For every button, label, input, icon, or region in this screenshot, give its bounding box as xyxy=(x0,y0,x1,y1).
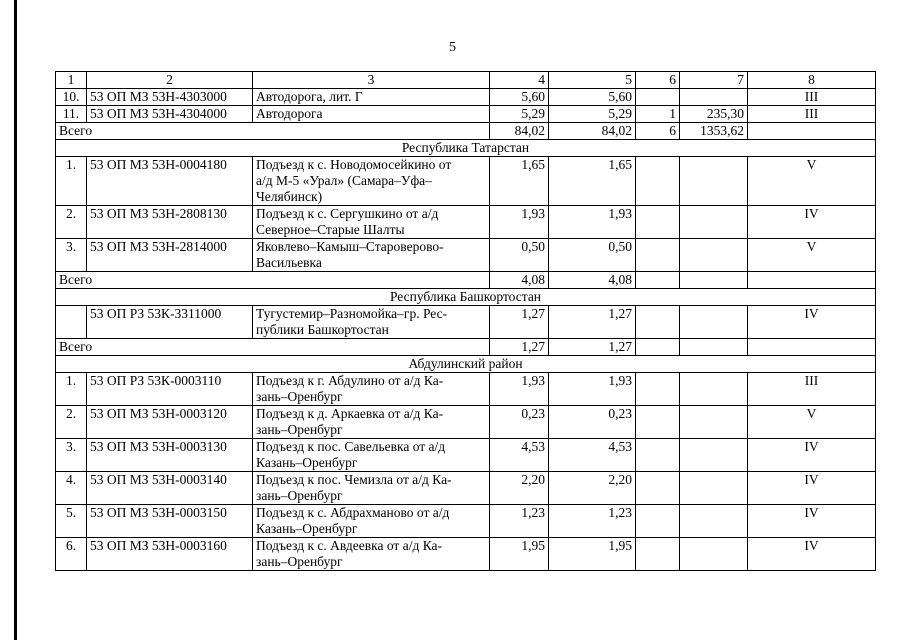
total-bridge-length: 1353,62 xyxy=(680,123,748,140)
row-number xyxy=(56,306,87,339)
region-row xyxy=(56,289,876,306)
table-row xyxy=(56,406,876,439)
region-row xyxy=(56,140,876,157)
bridge-count: 1 xyxy=(636,106,680,123)
road-code: 53 ОП МЗ 53Н-4304000 xyxy=(87,106,253,123)
empty-cell xyxy=(680,272,748,289)
empty-cell xyxy=(636,239,680,272)
empty-cell xyxy=(636,538,680,571)
length-total: 0,23 xyxy=(490,406,549,439)
road-category: III xyxy=(748,106,876,123)
table-row xyxy=(56,157,876,206)
header-cell: 5 xyxy=(549,72,636,89)
road-code: 53 ОП МЗ 53Н-0003130 xyxy=(87,439,253,472)
road-code: 53 ОП МЗ 53Н-0003120 xyxy=(87,406,253,439)
length-total: 1,27 xyxy=(490,306,549,339)
road-code: 53 ОП МЗ 53Н-4303000 xyxy=(87,89,253,106)
table-row xyxy=(56,505,876,538)
row-number: 5. xyxy=(56,505,87,538)
table-row xyxy=(56,239,876,272)
road-name: Тугустемир–Разномойка–гр. Рес- публики Башкортостан xyxy=(253,306,490,339)
empty-cell xyxy=(636,272,680,289)
table-row xyxy=(56,106,876,123)
total-paved: 4,08 xyxy=(549,272,636,289)
empty-cell xyxy=(636,472,680,505)
row-number: 3. xyxy=(56,239,87,272)
row-number: 10. xyxy=(56,89,87,106)
empty-cell xyxy=(680,505,748,538)
table-row xyxy=(56,206,876,239)
header-cell: 6 xyxy=(636,72,680,89)
length-paved: 1,65 xyxy=(549,157,636,206)
total-row xyxy=(56,339,876,356)
length-paved: 5,60 xyxy=(549,89,636,106)
road-category: IV xyxy=(748,472,876,505)
road-category: III xyxy=(748,89,876,106)
length-paved: 1,23 xyxy=(549,505,636,538)
road-code: 53 ОП МЗ 53Н-0003160 xyxy=(87,538,253,571)
road-code: 53 ОП МЗ 53Н-2808130 xyxy=(87,206,253,239)
total-paved: 1,27 xyxy=(549,339,636,356)
row-number: 6. xyxy=(56,538,87,571)
length-total: 1,95 xyxy=(490,538,549,571)
road-category: IV xyxy=(748,439,876,472)
header-cell: 1 xyxy=(56,72,87,89)
empty-cell xyxy=(636,406,680,439)
total-row xyxy=(56,272,876,289)
row-number: 3. xyxy=(56,439,87,472)
row-number: 4. xyxy=(56,472,87,505)
empty-cell xyxy=(748,339,876,356)
header-cell: 7 xyxy=(680,72,748,89)
road-code: 53 ОП МЗ 53Н-0003140 xyxy=(87,472,253,505)
bridge-length xyxy=(680,89,748,106)
row-number: 1. xyxy=(56,373,87,406)
length-total: 1,65 xyxy=(490,157,549,206)
total-label: Всего xyxy=(56,123,490,140)
empty-cell xyxy=(748,123,876,140)
road-category: V xyxy=(748,239,876,272)
region-title: Абдулинский район xyxy=(56,356,876,373)
length-total: 5,60 xyxy=(490,89,549,106)
road-category: IV xyxy=(748,206,876,239)
total-paved: 84,02 xyxy=(549,123,636,140)
road-name: Подъезд к г. Абдулино от а/д Ка- зань–Оренбург xyxy=(253,373,490,406)
table-row xyxy=(56,373,876,406)
row-number: 11. xyxy=(56,106,87,123)
header-row xyxy=(56,72,876,89)
empty-cell xyxy=(680,406,748,439)
road-code: 53 ОП МЗ 53Н-0003150 xyxy=(87,505,253,538)
road-name: Подъезд к д. Аркаевка от а/д Ка- зань–Оренбург xyxy=(253,406,490,439)
road-category: IV xyxy=(748,538,876,571)
length-paved: 1,93 xyxy=(549,206,636,239)
road-category: IV xyxy=(748,505,876,538)
length-total: 1,23 xyxy=(490,505,549,538)
road-name: Яковлево–Камыш–Староверово- Васильевка xyxy=(253,239,490,272)
table-row xyxy=(56,472,876,505)
road-category: V xyxy=(748,406,876,439)
empty-cell xyxy=(636,373,680,406)
empty-cell xyxy=(748,272,876,289)
row-number: 2. xyxy=(56,206,87,239)
length-paved: 0,23 xyxy=(549,406,636,439)
empty-cell xyxy=(636,306,680,339)
road-name: Автодорога xyxy=(253,106,490,123)
empty-cell xyxy=(680,157,748,206)
binding-edge-bar xyxy=(14,0,17,640)
total-bridge-count: 6 xyxy=(636,123,680,140)
row-number: 2. xyxy=(56,406,87,439)
road-name: Автодорога, лит. Г xyxy=(253,89,490,106)
header-cell: 2 xyxy=(87,72,253,89)
length-total: 2,20 xyxy=(490,472,549,505)
road-name: Подъезд к пос. Чемизла от а/д Ка- зань–Оренбург xyxy=(253,472,490,505)
empty-cell xyxy=(680,439,748,472)
empty-cell xyxy=(636,157,680,206)
empty-cell xyxy=(680,239,748,272)
road-name: Подъезд к с. Абдрахманово от а/д Казань–Оренбург xyxy=(253,505,490,538)
empty-cell xyxy=(680,472,748,505)
length-total: 0,50 xyxy=(490,239,549,272)
total-label: Всего xyxy=(56,272,490,289)
empty-cell xyxy=(636,339,680,356)
table-row xyxy=(56,89,876,106)
table-row xyxy=(56,306,876,339)
header-cell: 4 xyxy=(490,72,549,89)
length-paved: 5,29 xyxy=(549,106,636,123)
row-number: 1. xyxy=(56,157,87,206)
road-name: Подъезд к пос. Савельевка от а/д Казань–Оренбург xyxy=(253,439,490,472)
road-code: 53 ОП МЗ 53Н-0004180 xyxy=(87,157,253,206)
total-length: 84,02 xyxy=(490,123,549,140)
road-category: III xyxy=(748,373,876,406)
bridge-count xyxy=(636,89,680,106)
length-total: 1,93 xyxy=(490,206,549,239)
table-row xyxy=(56,439,876,472)
roads-table xyxy=(55,71,876,571)
total-length: 4,08 xyxy=(490,272,549,289)
empty-cell xyxy=(680,373,748,406)
length-paved: 1,95 xyxy=(549,538,636,571)
length-total: 4,53 xyxy=(490,439,549,472)
length-total: 1,93 xyxy=(490,373,549,406)
length-paved: 2,20 xyxy=(549,472,636,505)
total-length: 1,27 xyxy=(490,339,549,356)
empty-cell xyxy=(636,505,680,538)
total-row xyxy=(56,123,876,140)
road-name: Подъезд к с. Авдеевка от а/д Ка- зань–Оренбург xyxy=(253,538,490,571)
length-paved: 1,27 xyxy=(549,306,636,339)
region-title: Республика Татарстан xyxy=(56,140,876,157)
length-paved: 4,53 xyxy=(549,439,636,472)
header-cell: 8 xyxy=(748,72,876,89)
road-category: V xyxy=(748,157,876,206)
header-cell: 3 xyxy=(253,72,490,89)
road-code: 53 ОП РЗ 53К-3311000 xyxy=(87,306,253,339)
table-row xyxy=(56,538,876,571)
road-name: Подъезд к с. Сергушкино от а/д Северное–Старые Шалты xyxy=(253,206,490,239)
page-number: 5 xyxy=(449,40,456,55)
road-code: 53 ОП МЗ 53Н-2814000 xyxy=(87,239,253,272)
length-paved: 0,50 xyxy=(549,239,636,272)
bridge-length: 235,30 xyxy=(680,106,748,123)
length-total: 5,29 xyxy=(490,106,549,123)
empty-cell xyxy=(680,538,748,571)
empty-cell xyxy=(680,306,748,339)
total-label: Всего xyxy=(56,339,490,356)
road-category: IV xyxy=(748,306,876,339)
road-name: Подъезд к с. Новодомосейкино от а/д М-5 «Урал» (Самара–Уфа– Челябинск) xyxy=(253,157,490,206)
empty-cell xyxy=(680,339,748,356)
region-title: Республика Башкортостан xyxy=(56,289,876,306)
empty-cell xyxy=(636,439,680,472)
empty-cell xyxy=(636,206,680,239)
empty-cell xyxy=(680,206,748,239)
region-row xyxy=(56,356,876,373)
length-paved: 1,93 xyxy=(549,373,636,406)
road-code: 53 ОП РЗ 53К-0003110 xyxy=(87,373,253,406)
